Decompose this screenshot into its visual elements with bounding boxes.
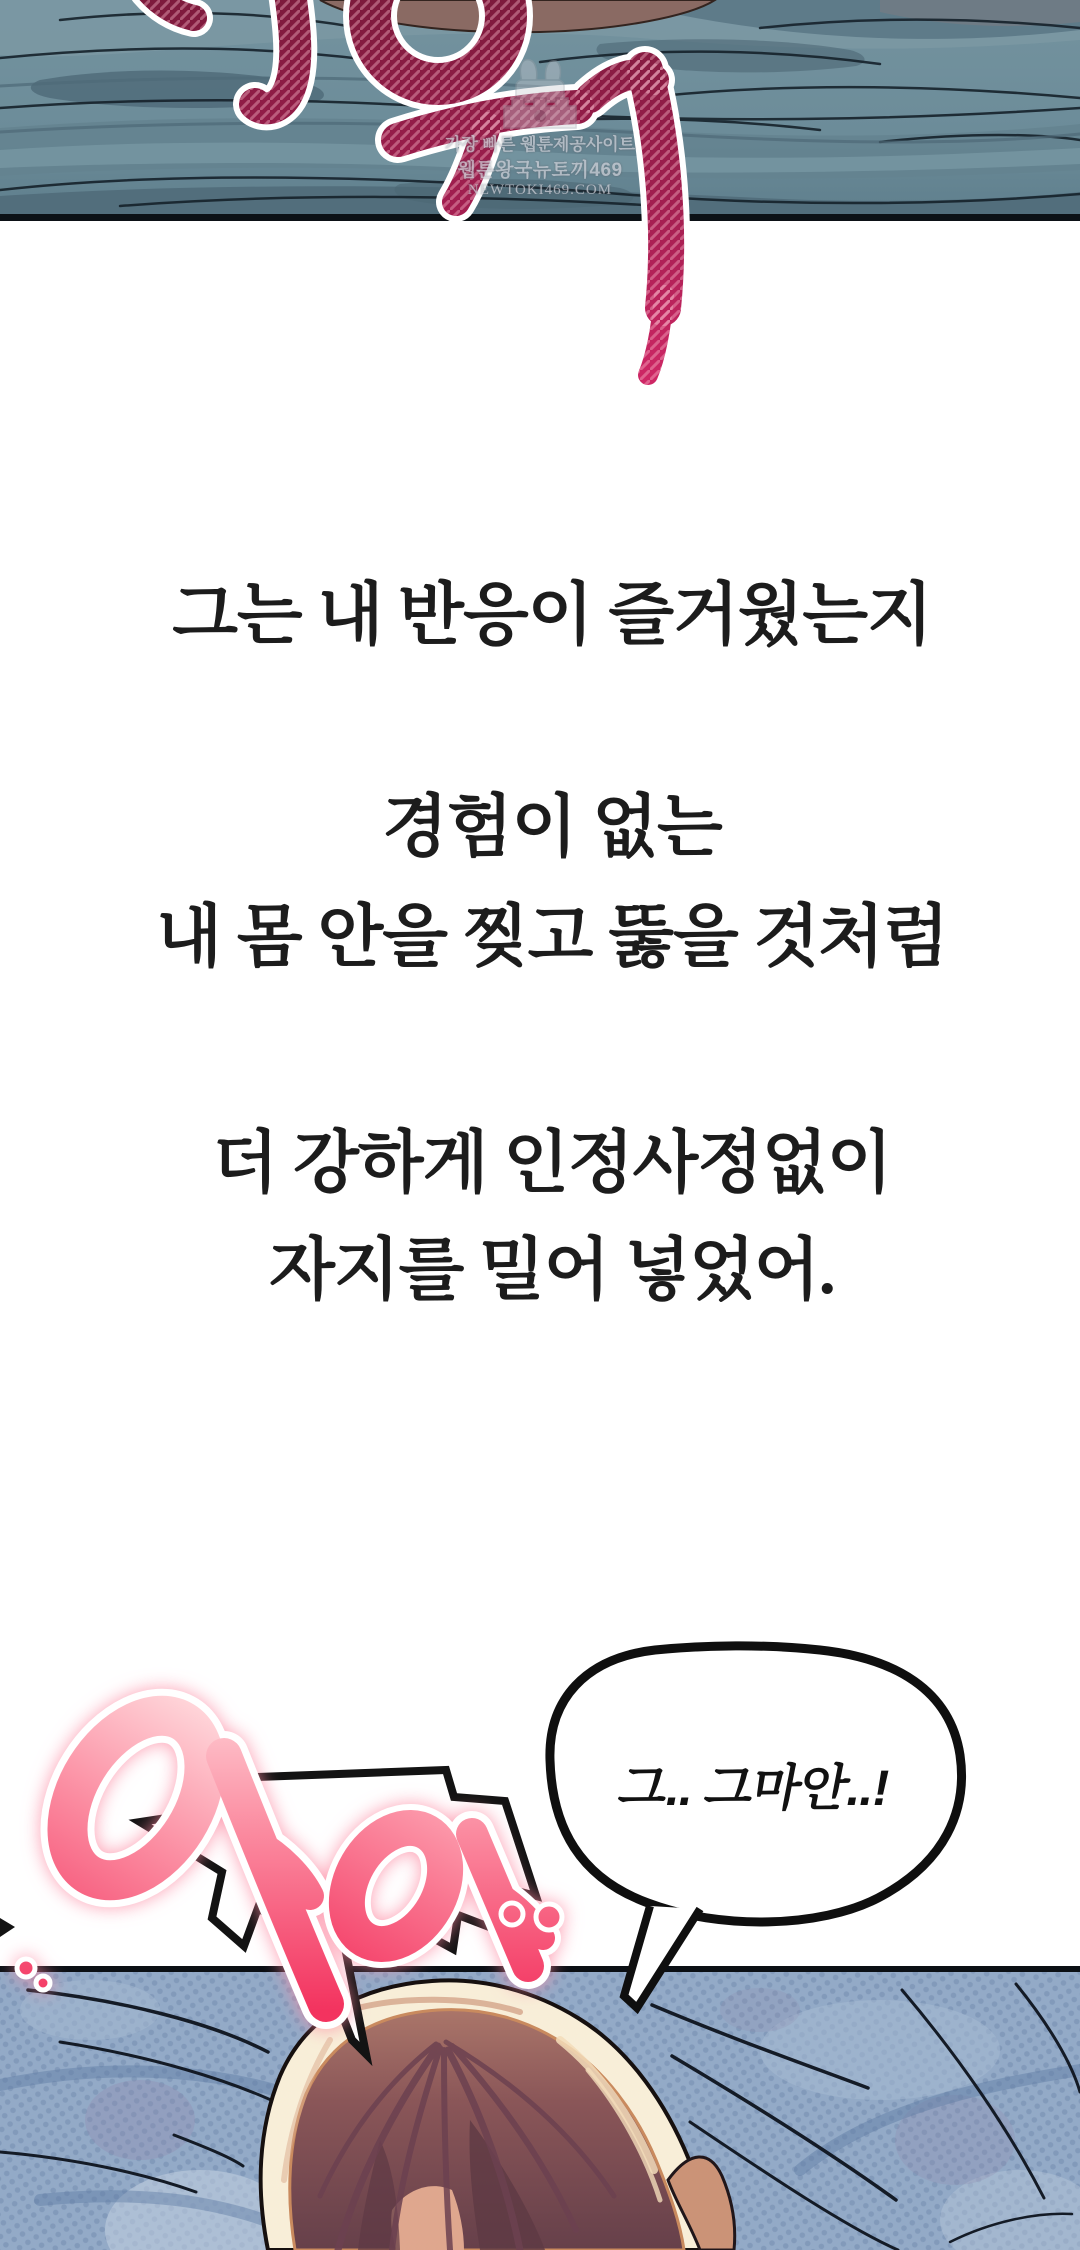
watermark-line-1: 가장 빠른 웹툰제공사이트 <box>444 135 636 154</box>
speech-bubble-tail <box>624 1906 700 2008</box>
narration-line-4: 더 강하게 인정사정없이 <box>212 1125 892 1201</box>
watermark <box>430 56 650 199</box>
narration-line-3: 내 몸 안을 찢고 뚫을 것처럼 <box>156 899 948 975</box>
narration-line-1: 그는 내 반응이 즐거웠는지 <box>172 577 932 653</box>
narration-line-2: 경험이 없는 <box>382 789 722 865</box>
watermark-line-3: NEWTOKI469.COM <box>467 182 613 198</box>
narration-line-5: 자지를 밀어 넣었어. <box>269 1232 835 1308</box>
watermark-line-2: 웹툰왕국뉴토끼469 <box>457 160 623 181</box>
edge-spike <box>0 1918 15 1937</box>
speech-effects-layer <box>0 1590 1080 2250</box>
speech-bubble-text: 그.. 그마안..! <box>614 1760 895 1816</box>
watermark-logo-icon <box>488 56 592 130</box>
sfx-pink-lettering <box>17 1691 562 2004</box>
